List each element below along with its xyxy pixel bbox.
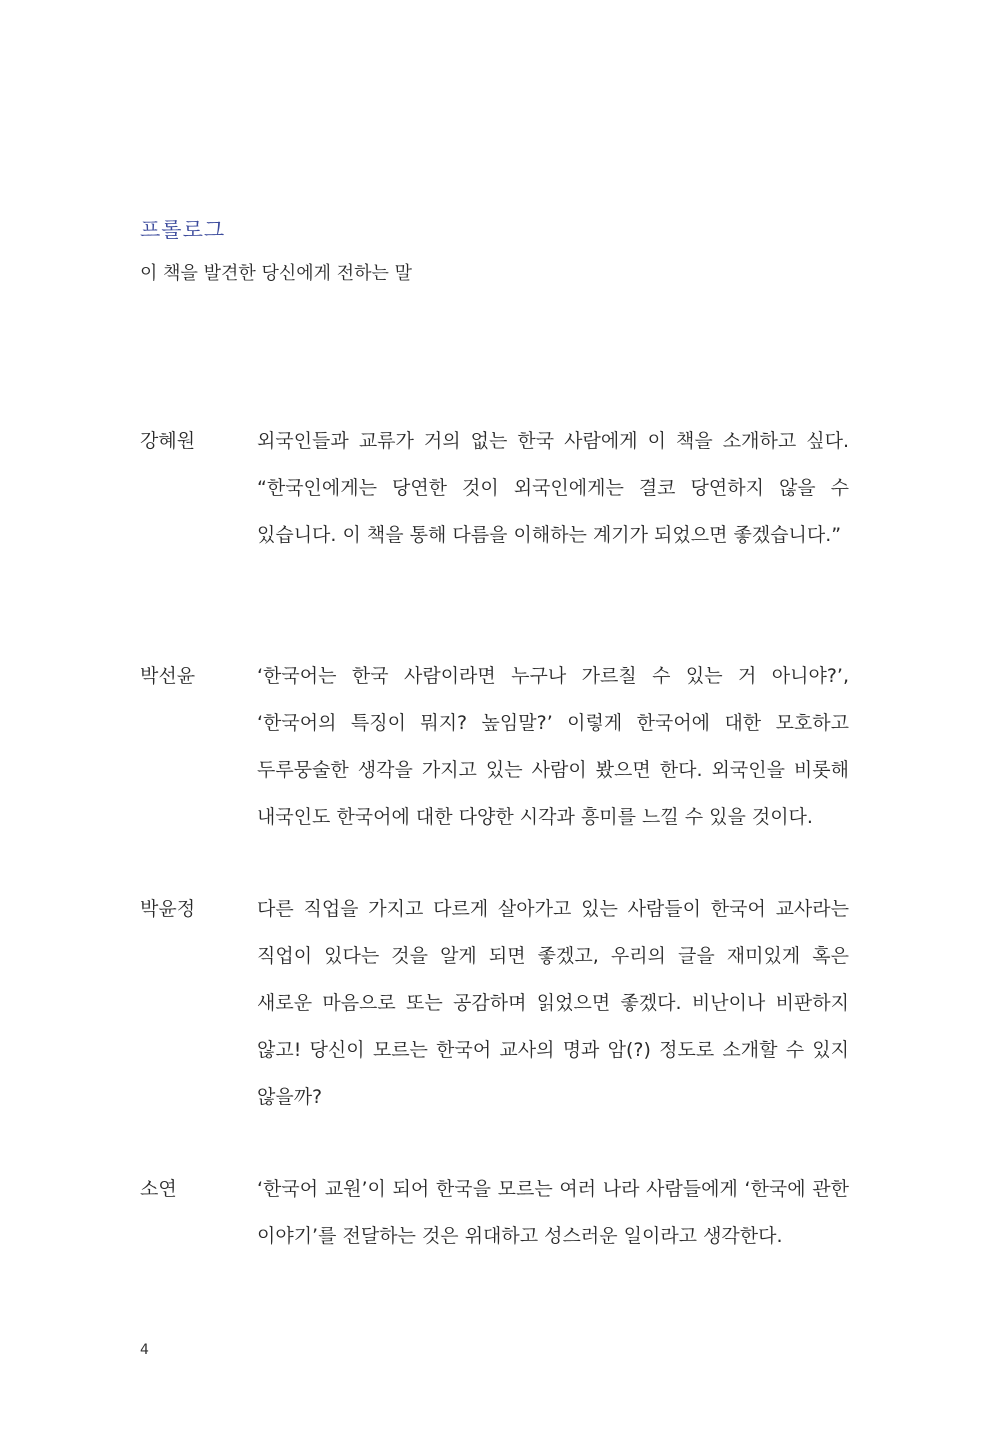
contributor-message: ‘한국어는 한국 사람이라면 누구나 가르칠 수 있는 거 아니야?’, ‘한국어의 특징이 뭐지? 높임말?’ 이렇게 한국어에 대한 모호하고 두루뭉술한 생각을 가지고 있는 사람이 봤으면 한다. 외국인을 비롯해 내국인도 한국어에 대한 다양한 시각과 흥미를 느낄 수 있을 것이다.: [257, 665, 849, 828]
contributor-message: 외국인들과 교류가 거의 없는 한국 사람에게 이 책을 소개하고 싶다. “한국인에게는 당연한 것이 외국인에게는 결코 당연하지 않을 수 있습니다. 이 책을 통해 다름을 이해하는 계기가 되었으면 좋겠습니다.”: [257, 430, 849, 546]
page-number: 4: [140, 1342, 149, 1358]
chapter-subtitle: 이 책을 발견한 당신에게 전하는 말: [140, 263, 413, 284]
contributor-name: 소연: [140, 1178, 177, 1200]
contributor-message: ‘한국어 교원’이 되어 한국을 모르는 여러 나라 사람들에게 ‘한국에 관한 이야기’를 전달하는 것은 위대하고 성스러운 일이라고 생각한다.: [257, 1178, 849, 1247]
contributor-name: 박윤정: [140, 898, 196, 920]
chapter-title: 프롤로그: [140, 218, 226, 242]
contributor-name: 강혜원: [140, 430, 196, 452]
contributor-message: 다른 직업을 가지고 다르게 살아가고 있는 사람들이 한국어 교사라는 직업이 있다는 것을 알게 되면 좋겠고, 우리의 글을 재미있게 혹은 새로운 마음으로 또는 공감하며 읽었으면 좋겠다. 비난이나 비판하지 않고! 당신이 모르는 한국어 교사의 명과 암(?) 정도로 소개할 수 있지 않을까?: [257, 898, 849, 1108]
contributor-name: 박선윤: [140, 665, 196, 687]
